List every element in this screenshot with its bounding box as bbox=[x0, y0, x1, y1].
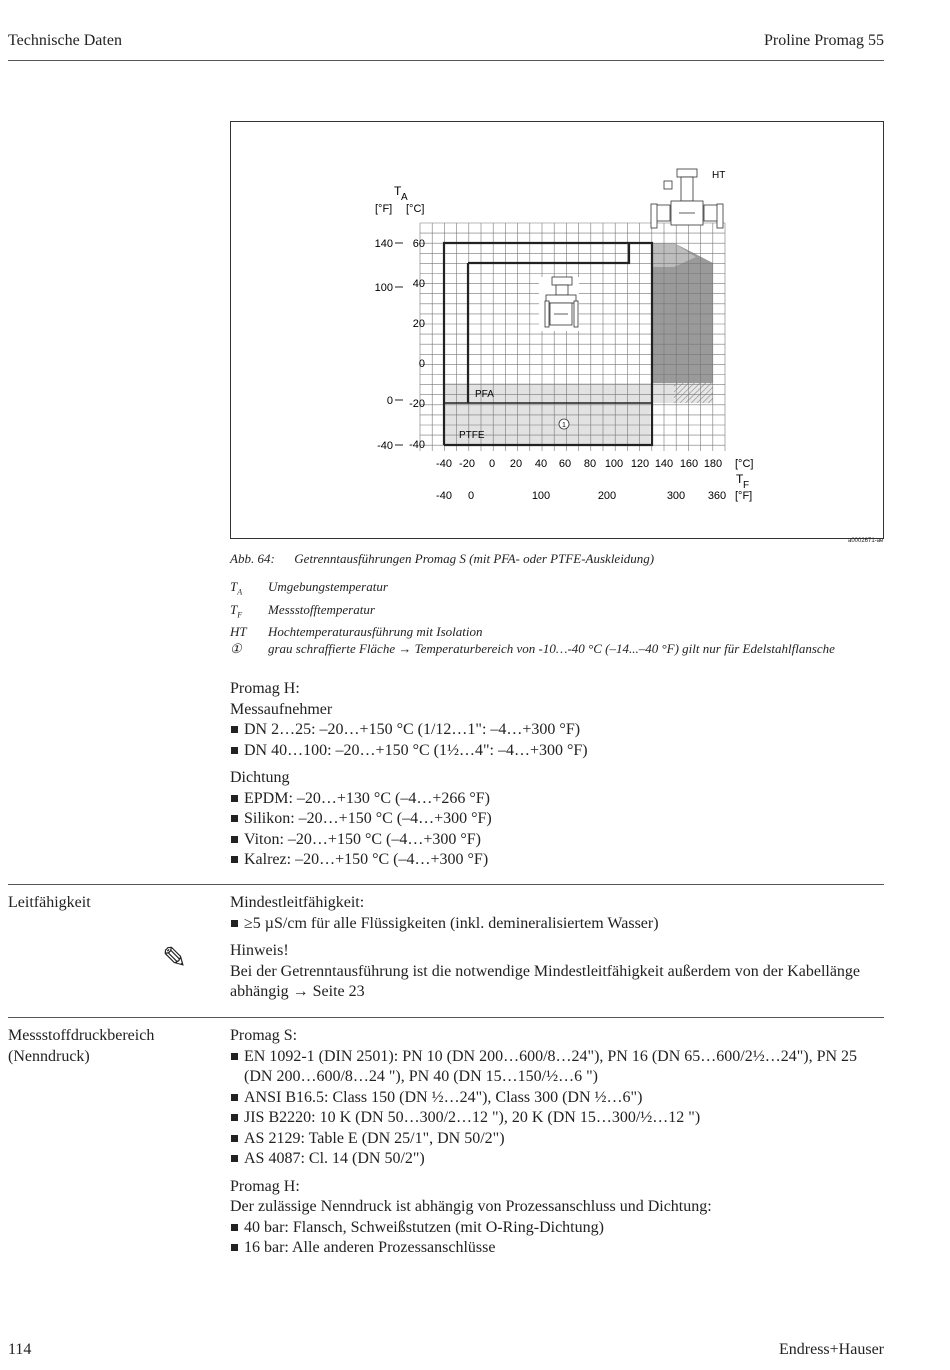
y-tick-label-f: 100 bbox=[374, 282, 393, 294]
x-tick-label-c: 60 bbox=[558, 458, 572, 470]
section-divider bbox=[8, 884, 884, 885]
y-tick-label-c: 40 bbox=[412, 278, 425, 290]
list-item: 40 bar: Flansch, Schweißstutzen (mit O-Ring-Dichtung) bbox=[230, 1218, 860, 1239]
y-tick-label-c: 60 bbox=[412, 238, 425, 250]
y-unit-f: [°F] bbox=[375, 203, 393, 215]
promag-h-druck-text: Der zulässige Nenndruck ist abhängig von Prozessanschluss und Dichtung: bbox=[230, 1198, 712, 1215]
tf-axis-label: T bbox=[736, 472, 744, 486]
x-unit-f: [°F] bbox=[735, 490, 753, 502]
footer-brand: Endress+Hauser bbox=[779, 1341, 884, 1358]
note-title: Hinweis! bbox=[230, 942, 289, 959]
y-tick-label-c: 20 bbox=[412, 318, 425, 330]
promag-h-title: Promag H: bbox=[230, 680, 300, 697]
druck-label-line2: (Nenndruck) bbox=[8, 1047, 90, 1065]
promag-h-druck-title: Promag H: bbox=[230, 1177, 300, 1195]
ta-axis-label: T bbox=[394, 184, 402, 198]
x-tick-label-f: 300 bbox=[666, 490, 686, 502]
list-item: ≥5 µS/cm für alle Flüssigkeiten (inkl. demineralisiertem Wasser) bbox=[230, 914, 885, 935]
sensor-device-icon bbox=[539, 277, 579, 331]
x-tick-label-f: 100 bbox=[531, 490, 551, 502]
ht-label: HT bbox=[712, 170, 726, 181]
list-item: Viton: –20…+150 °C (–4…+300 °F) bbox=[230, 830, 880, 851]
x-tick-label-f: 200 bbox=[597, 490, 617, 502]
x-tick-label-c: 140 bbox=[654, 458, 674, 470]
figure-code: a0002671-ae bbox=[848, 538, 884, 544]
x-tick-label-c: 120 bbox=[630, 458, 650, 470]
note-pencil-icon: ✎ bbox=[162, 942, 188, 975]
list-item: JIS B2220: 10 K (DN 50…300/2…12 "), 20 K (DN 15…300/½…12 ") bbox=[230, 1108, 860, 1129]
legend-item: HT Hochtemperaturausführung mit Isolation bbox=[230, 624, 483, 640]
y-tick-label-f: -40 bbox=[377, 440, 393, 452]
promag-s-title: Promag S: bbox=[230, 1027, 298, 1044]
running-header-left: Technische Daten bbox=[8, 32, 122, 49]
legend-item: ① grau schraffierte Fläche → Temperaturbereich von -10…-40 °C (–14...–40 °F) gilt nur für Edelstahlflansche bbox=[230, 641, 835, 657]
leitfaehigkeit-label: Leitfähigkeit bbox=[8, 894, 91, 911]
figure-legend bbox=[230, 578, 880, 657]
list-item: Silikon: –20…+150 °C (–4…+300 °F) bbox=[230, 809, 880, 830]
x-tick-label-c: 40 bbox=[534, 458, 548, 470]
caption-text: Getrenntausführungen Promag S (mit PFA- oder PTFE-Auskleidung) bbox=[294, 551, 655, 566]
caption-label: Abb. 64: bbox=[230, 551, 275, 566]
x-tick-label-c: 100 bbox=[604, 458, 624, 470]
promag-h-section bbox=[230, 679, 880, 871]
druck-label-line1: Messstoffdruckbereich bbox=[8, 1027, 155, 1044]
note-text: Bei der Getrenntausführung ist die notwendige Mindestleitfähigkeit außerdem von der Kabellänge abhängig → Seite 23 bbox=[230, 962, 861, 1000]
dichtung-title: Dichtung bbox=[230, 769, 290, 786]
x-tick-label-c: 20 bbox=[509, 458, 523, 470]
y-tick-label-c: 0 bbox=[418, 358, 425, 370]
ta-axis-sub: A bbox=[401, 192, 408, 203]
legend-item: $T_F$ Messstofftemperatur bbox=[230, 601, 375, 620]
running-header-right: Proline Promag 55 bbox=[764, 32, 884, 49]
x-unit-c: [°C] bbox=[735, 458, 754, 470]
y-tick-label-c: -40 bbox=[409, 439, 425, 451]
x-tick-label-c: 0 bbox=[488, 458, 496, 470]
x-tick-label-c: -40 bbox=[436, 458, 452, 470]
temperature-chart bbox=[231, 122, 883, 538]
hatched-area bbox=[674, 383, 713, 403]
legend-item: $T_A$ Umgebungstemperatur bbox=[230, 579, 388, 597]
druck-label bbox=[8, 1026, 154, 1067]
x-tick-label-c: 160 bbox=[679, 458, 699, 470]
figure-caption bbox=[230, 551, 654, 567]
y-unit-c: [°C] bbox=[406, 203, 425, 215]
list-item: AS 2129: Table E (DN 25/1", DN 50/2") bbox=[230, 1129, 860, 1150]
list-item: EPDM: –20…+130 °C (–4…+266 °F) bbox=[230, 789, 880, 810]
tf-axis-sub: F bbox=[743, 480, 750, 491]
list-item: DN 2…25: –20…+150 °C (1/12…1": –4…+300 °F) bbox=[230, 720, 880, 741]
x-tick-label-c: 180 bbox=[703, 458, 723, 470]
pfa-label: PFA bbox=[475, 389, 494, 400]
x-tick-label-f: -40 bbox=[436, 490, 452, 502]
list-item: 16 bar: Alle anderen Prozessanschlüsse bbox=[230, 1238, 860, 1259]
list-item: AS 4087: Cl. 14 (DN 50/2") bbox=[230, 1149, 860, 1170]
x-tick-label-f: 360 bbox=[707, 490, 727, 502]
y-tick-label-f: 140 bbox=[374, 238, 393, 250]
x-tick-label-c: -20 bbox=[459, 458, 475, 470]
leitfaehigkeit-section bbox=[230, 893, 885, 1003]
figure-frame bbox=[230, 121, 884, 539]
list-item: ANSI B16.5: Class 150 (DN ½…24"), Class 300 (DN ½…6") bbox=[230, 1088, 860, 1109]
list-item: EN 1092-1 (DIN 2501): PN 10 (DN 200…600/8…24"), PN 16 (DN 65…600/2½…24"), PN 25 (DN 200…600/8…24 "), PN 40 (DN 15…150/½…6 ") bbox=[230, 1047, 860, 1088]
messaufnehmer-title: Messaufnehmer bbox=[230, 700, 333, 718]
marker-1-label: 1 bbox=[562, 422, 566, 429]
ptfe-label: PTFE bbox=[459, 430, 485, 441]
x-tick-label-c: 80 bbox=[583, 458, 597, 470]
mindestleitfaehigkeit-title: Mindestleitfähigkeit: bbox=[230, 894, 365, 911]
y-tick-label-f: 0 bbox=[386, 395, 393, 407]
list-item: Kalrez: –20…+150 °C (–4…+300 °F) bbox=[230, 850, 880, 871]
list-item: DN 40…100: –20…+150 °C (1½…4": –4…+300 °F) bbox=[230, 741, 880, 762]
page-number: 114 bbox=[8, 1341, 32, 1358]
header-rule bbox=[8, 60, 884, 61]
section-divider bbox=[8, 1017, 884, 1018]
y-tick-label-c: -20 bbox=[409, 398, 425, 410]
x-tick-label-f: 0 bbox=[467, 490, 475, 502]
druck-section bbox=[230, 1026, 860, 1259]
